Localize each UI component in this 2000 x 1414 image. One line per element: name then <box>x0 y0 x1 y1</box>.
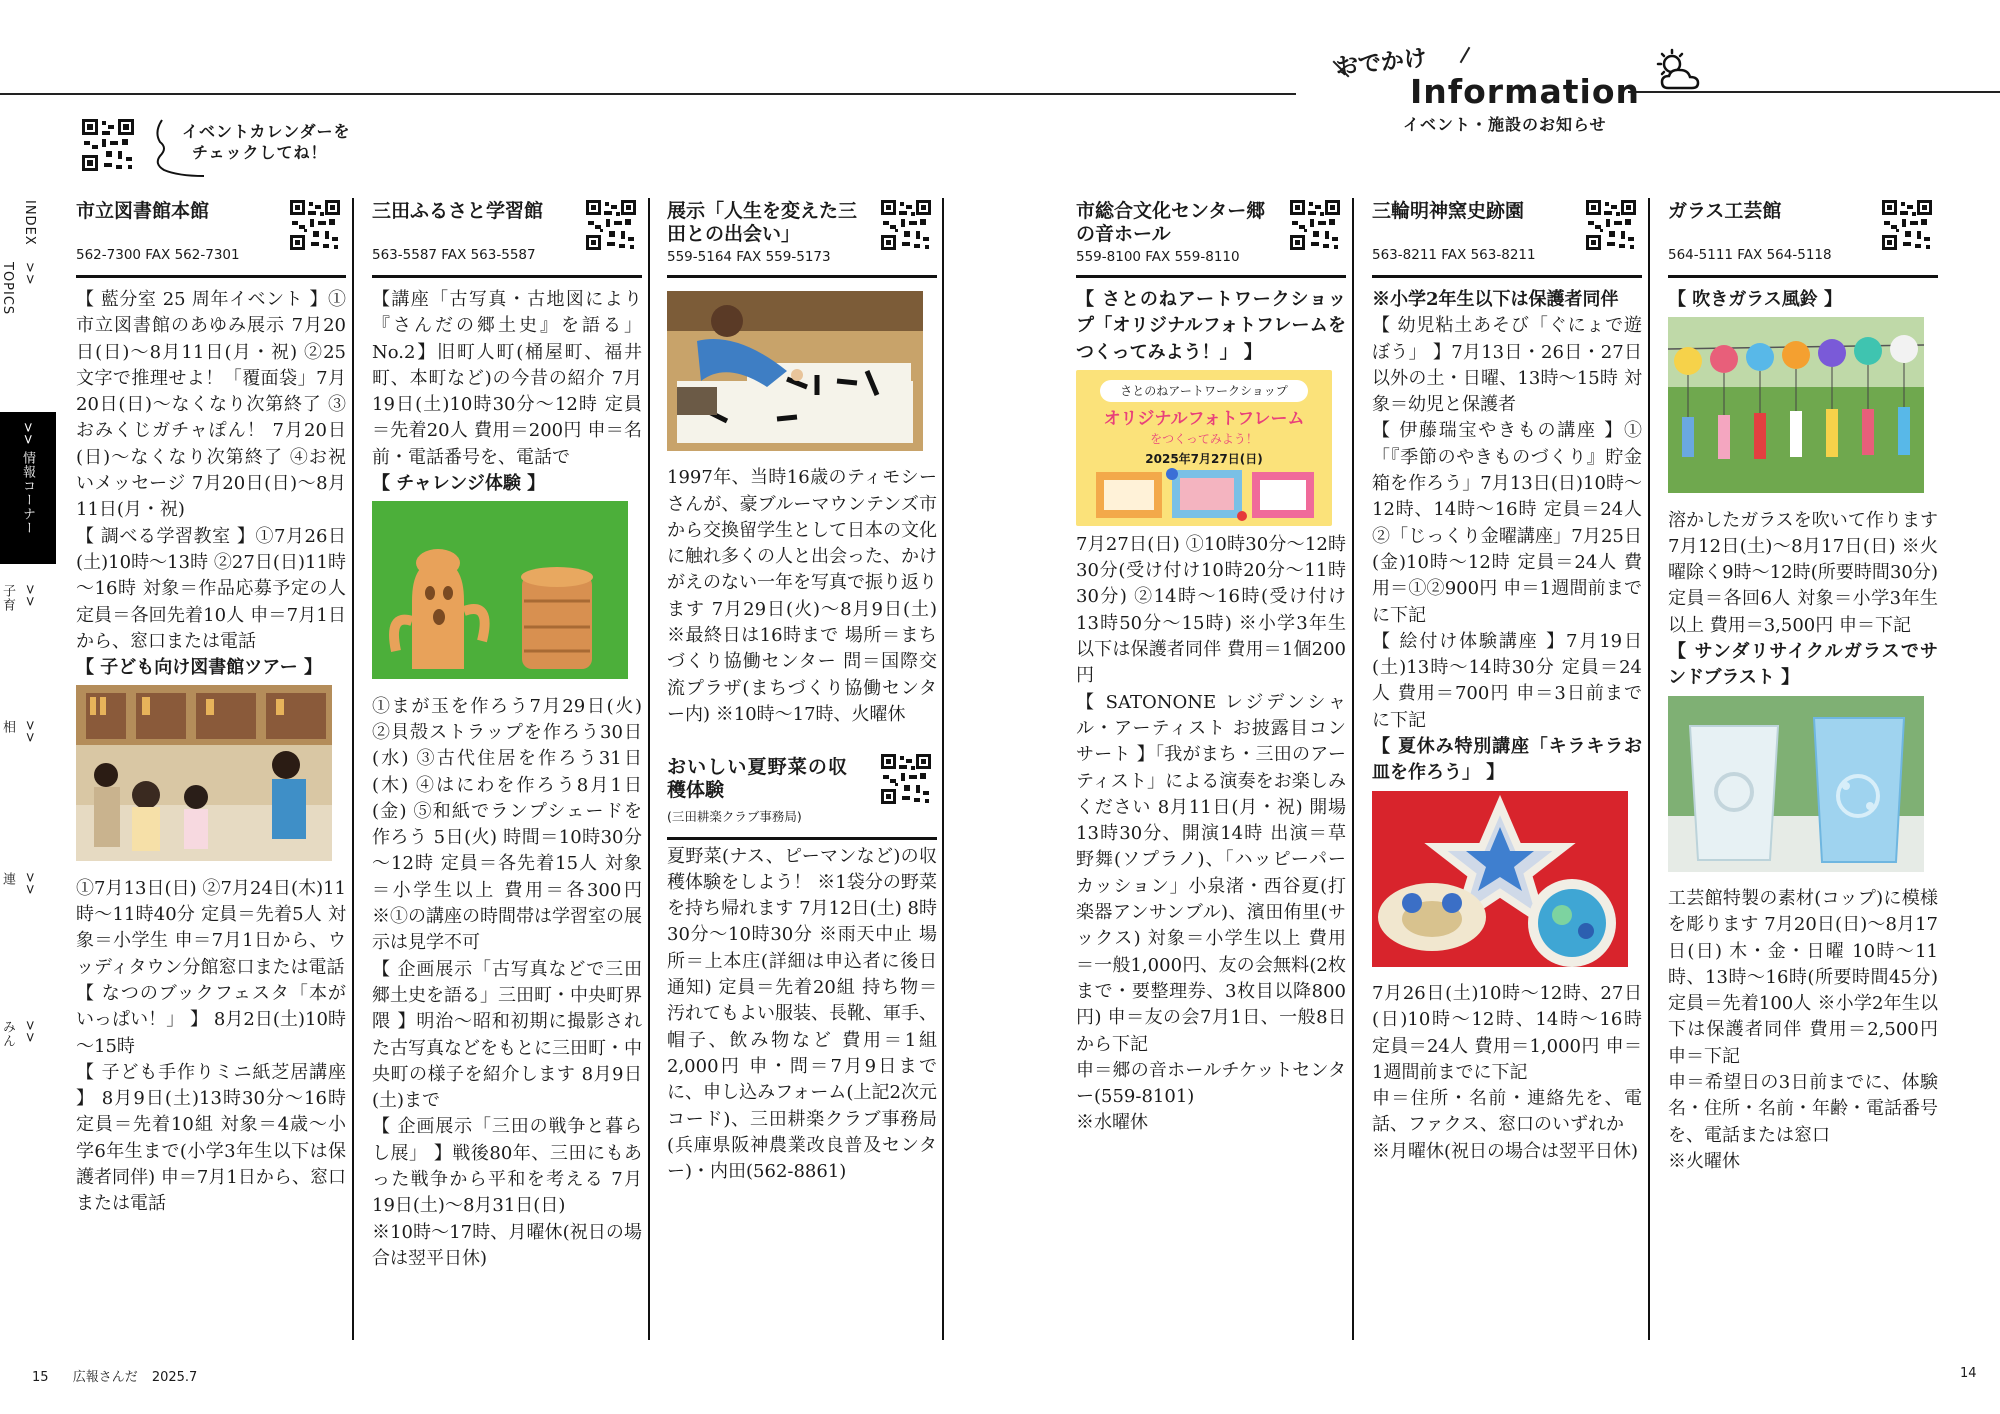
column-exhibit <box>667 200 937 1185</box>
qr-code-icon[interactable] <box>881 754 931 804</box>
qr-code-icon[interactable] <box>1882 200 1932 250</box>
column-tel: 563-5587 FAX 563-5587 <box>372 247 536 263</box>
column-header <box>76 200 346 277</box>
plates-photo <box>1372 791 1628 967</box>
page-title: Information <box>1410 72 1640 111</box>
header-rule-left <box>0 93 1296 95</box>
column-rule <box>667 275 937 278</box>
haniwa-photo <box>372 501 628 679</box>
qr-code-icon[interactable] <box>586 200 636 250</box>
column-divider <box>648 198 650 1340</box>
page-number-left: 15 <box>32 1370 49 1385</box>
column-title: 展示「人生を変えた三田との出会い」 <box>667 200 858 245</box>
column-title: 三田ふるさと学習館 <box>372 200 544 222</box>
article-text: 【 幼児粘土あそび「ぐにょで遊ぼう」 】7月13日・26日・27日以外の土・日曜、13時～15時 対象＝幼児と保護者 <box>1372 315 1642 416</box>
sub-header <box>667 756 937 839</box>
article-text: 【 SATONONE レジデンシャル・アーティスト お披露目コンサート 】「我がまち・三田のアーティスト」による演奏をお楽しみください 8月11日(月・祝) 開場13時30分、開演14時 出演＝草野舞(ソプラノ)、「ハッピーパーカッション」小泉渚・西谷夏(打楽器アンサンブル)、濱田侑里(サックス) 対象＝小学生以上 費用＝一般1,000円、友の会無料(2枚まで・要整理券、3枚目以降800円) 申＝友の会7月1日、一般8日から下記 <box>1076 691 1346 1055</box>
page-subtitle: イベント・施設のお知らせ <box>1403 115 1607 134</box>
column-divider <box>1352 198 1354 1340</box>
column-title: 三輪明神窯史跡園 <box>1372 200 1525 222</box>
library-tour-photo <box>76 685 332 861</box>
column-header <box>1668 200 1938 277</box>
side-index-label[interactable]: INDEX <box>22 200 37 246</box>
column-furusato <box>372 200 642 1272</box>
article-heading: ※小学2年生以下は保護者同伴 <box>1372 289 1619 310</box>
header-slash <box>1460 47 1471 64</box>
article-heading: 【 さとのねアートワークショップ「オリジナルフォトフレームをつくってみよう！」 】 <box>1076 289 1346 363</box>
column-header <box>1076 200 1346 277</box>
page-number-right: 14 <box>1960 1366 1977 1381</box>
article-note: ※水曜休 <box>1076 1112 1148 1134</box>
column-body <box>1076 277 1346 1137</box>
article-heading: 【 夏休み特別講座「キラキラお皿を作ろう」 】 <box>1372 736 1642 784</box>
column-header <box>667 200 937 277</box>
article-note: ※月曜休(祝日の場合は翌平日休) <box>1372 1140 1639 1162</box>
article-text: 夏野菜(ナス、ピーマンなど)の収穫体験をしよう！ ※1袋分の野菜を持ち帰れます 7月12日(土) 8時30分～10時30分 ※雨天中止 場所＝上本庄(詳細は申込者に後日通知) 定員＝先着20組 持ち物＝汚れてもよい服装、長靴、軍手、帽子、飲み物など 費用＝1組2,000円 申・問＝7月9日までに、申し込みフォーム(上記2次元コード)、三田耕楽クラブ事務局(兵庫県阪神農業改良普及センター)・内田(562-8861) <box>667 845 937 1183</box>
subsection-org: (三田耕楽クラブ事務局) <box>667 809 802 825</box>
poster-title: オリジナルフォトフレーム <box>1103 408 1305 429</box>
side-index-kosodate[interactable]: >> 子育 <box>0 584 37 612</box>
article-heading: 【 チャレンジ体験 】 <box>372 473 546 495</box>
column-library <box>76 200 346 1218</box>
header-odekake: おでかけ <box>1334 45 1429 81</box>
article-text: 【 企画展示「古写真などで三田郷土史を語る」三田町・中央町界隈 】明治～昭和初期に撮影された古写真などをもとに三田町・中央町の様子を紹介します 8月9日(土)まで <box>372 958 642 1112</box>
column-tel: 559-8100 FAX 559-8110 <box>1076 249 1240 265</box>
article-text: ①まが玉を作ろう7月29日(火) ②貝殻ストラップを作ろう30日(水) ③古代住居を作ろう31日(木) ④はにわを作ろう8月1日(金) ⑤和紙でランプシェードを作ろう 5日(火) 時間＝10時30分～12時 定員＝各先着15人 対象＝小学生以上 費用＝各300円 ※①の講座の時間帯は学習室の展示は見学不可 <box>372 695 642 954</box>
article-text: 【 伊藤瑞宝やきもの講座 】①「『季節のやきものづくり』貯金箱を作ろう」7月13日(日)10時～12時、14時～16時 定員＝24人 ②「じっくり金曜講座」7月25日(金)10時～12時 定員＝24人 費用＝①②900円 申＝1週間前までに下記 <box>1372 420 1642 626</box>
poster-tag: さとのねアートワークショップ <box>1100 380 1308 402</box>
calligraphy-photo <box>667 291 923 451</box>
qr-code-icon[interactable] <box>1586 200 1636 250</box>
poster-subtitle: をつくってみよう！ <box>1150 431 1258 446</box>
magazine-name: 広報さんだ <box>72 1370 138 1385</box>
column-tel: 559-5164 FAX 559-5173 <box>667 249 831 265</box>
column-title: ガラス工芸館 <box>1668 200 1782 222</box>
side-index-info-active[interactable]: >> 情報コーナー <box>0 412 56 564</box>
sun-cloud-icon <box>1650 48 1710 94</box>
article-text: 申＝住所・名前・連絡先を、電話、ファクス、窓口のいずれか <box>1372 1088 1642 1136</box>
article-note: ※10時～17時、月曜休(祝日の場合は翌平日休) <box>372 1221 642 1269</box>
side-index-minna[interactable]: >> みん <box>0 1020 37 1048</box>
column-miwa <box>1372 200 1642 1165</box>
article-text: 7月27日(日) ①10時30分～12時30分(受け付け10時20分～11時30分) ②14時～16時(受け付け13時50分～15時) ※小学3年生以下は保護者同伴 費用＝1個200円 <box>1076 533 1346 687</box>
column-body <box>372 277 642 1272</box>
column-rule <box>372 275 642 278</box>
column-body <box>667 277 937 1185</box>
article-text: 申＝郷の音ホールチケットセンター(559-8101) <box>1076 1059 1346 1108</box>
article-text: 申＝希望日の3日前までに、体験名・住所・名前・年齢・電話番号を、電話または窓口 <box>1668 1072 1938 1146</box>
column-body <box>76 277 346 1218</box>
article-text: 7月26日(土)10時～12時、27日(日)10時～12時、14時～16時 定員＝24人 費用＝1,000円 申＝1週間前までに下記 <box>1372 982 1642 1083</box>
qr-code-icon[interactable] <box>82 119 134 171</box>
column-divider <box>942 198 944 1340</box>
workshop-poster <box>1076 370 1332 526</box>
photo-frames-illustration <box>1086 466 1322 522</box>
column-body <box>1668 277 1938 1175</box>
column-body <box>1372 277 1642 1165</box>
subsection-title: おいしい夏野菜の収穫体験 <box>667 756 847 802</box>
wind-chimes-photo <box>1668 317 1924 493</box>
article-text: 工芸館特製の素材(コップ)に模様を彫ります 7月20日(日)～8月17日(日) 木・金・日曜 10時～11時、13時～16時(所要時間45分) 定員＝先着100人 ※小学2年生以下は保護者同伴 費用＝2,500円 申＝下記 <box>1668 887 1938 1067</box>
sandblast-glass-photo <box>1668 696 1924 872</box>
article-text: ①7月13日(日) ②7月24日(木)11時～11時40分 定員＝先着5人 対象＝小学生 申＝7月1日から、ウッディタウン分館窓口または電話 <box>76 877 346 978</box>
column-divider <box>352 198 354 1340</box>
article-text: 【講座「古写真・古地図により『さんだの郷土史』を語る」No.2】旧町人町(桶屋町、福井町、本町など)の今昔の紹介 7月19日(土)10時30分～12時 定員＝先着20人 費用＝200円 申＝名前・電話番号を、電話で <box>372 289 642 468</box>
column-satonone <box>1076 200 1346 1137</box>
qr-code-icon[interactable] <box>881 200 931 250</box>
column-title: 市総合文化センター郷の音ホール <box>1076 200 1266 245</box>
column-header <box>1372 200 1642 277</box>
column-rule <box>1076 275 1346 278</box>
calendar-callout: イベントカレンダーを チェックしてね！ <box>182 122 351 162</box>
column-rule <box>76 275 346 278</box>
article-heading: 【 サンダリサイクルガラスでサンドブラスト 】 <box>1668 641 1938 689</box>
article-text: 1997年、当時16歳のティモシーさんが、豪ブルーマウンテンズ市から交換留学生として日本の文化に触れ多くの人と出会った、かけがえのない一年を写真で振り返ります 7月29日(火)～8月9日(土) ※最終日は16時まで 場所＝まちづくり協働センター 問＝国際交流プラザ(まちづくり協働センター内) ※10時～17時、火曜休 <box>667 467 937 725</box>
article-heading: 【 子ども向け図書館ツアー 】 <box>76 657 322 679</box>
column-tel: 563-8211 FAX 563-8211 <box>1372 247 1536 263</box>
qr-code-icon[interactable] <box>1290 200 1340 250</box>
article-text: 【 調べる学習教室 】①7月26日(土)10時～13時 ②27日(日)11時～16時 対象＝作品応募予定の人 定員＝各回先着10人 申＝7月1日から、窓口または電話 <box>76 525 346 652</box>
article-text: 溶かしたガラスを吹いて作ります 7月12日(土)～8月17日(日) ※火曜除く9時～12時(所要時間30分) 定員＝各回6人 対象＝小学3年生以上 費用＝3,500円 申＝下記 <box>1668 509 1938 636</box>
column-tel: 564-5111 FAX 564-5118 <box>1668 247 1832 263</box>
issue-date: 2025.7 <box>151 1370 198 1385</box>
article-text: 【 絵付け体験講座 】7月19日(土)13時～14時30分 定員＝24人 費用＝700円 申＝3日前までに下記 <box>1372 630 1642 731</box>
article-note: ※火曜休 <box>1668 1150 1740 1172</box>
article-text: 【 企画展示「三田の戦争と暮らし展」 】戦後80年、三田にもあった戦争から平和を考える 7月19日(土)～8月31日(日) <box>372 1116 642 1217</box>
column-glass <box>1668 200 1938 1175</box>
article-text: 【 藍分室 25 周年イベント 】①市立図書館のあゆみ展示 7月20日(日)～8月11日(月・祝) ②25文字で推理せよ！「覆面袋」7月20日(日)～なくなり次第終了 ③おみくじガチャぽん！ 7月20日(日)～なくなり次第終了 ④お祝いメッセージ 7月20日(日)～8月11日(月・祝) <box>76 289 346 521</box>
side-index-rensai[interactable]: >> 連 <box>0 872 37 896</box>
poster-date: 2025年7月27日(日) <box>1145 451 1263 466</box>
column-tel: 562-7300 FAX 562-7301 <box>76 247 240 263</box>
footer-left <box>32 1366 197 1385</box>
side-index-topics[interactable]: >> TOPICS <box>0 262 37 316</box>
column-rule <box>1372 275 1642 278</box>
qr-code-icon[interactable] <box>290 200 340 250</box>
column-title: 市立図書館本館 <box>76 200 210 222</box>
article-text: 【 子ども手作りミニ紙芝居講座 】 8月9日(土)13時30分～16時 定員＝先着10組 対象＝4歳～小学6年生まで(小学3年生以下は保護者同伴) 申＝7月1日から、窓口または電話 <box>76 1061 346 1215</box>
side-index-soudan[interactable]: >> 相 <box>0 720 37 744</box>
article-heading: 【 吹きガラス風鈴 】 <box>1668 289 1842 310</box>
article-text: 【 なつのブックフェスタ「本がいっぱい！」 】 8月2日(土)10時～15時 <box>76 982 346 1057</box>
column-divider <box>1648 198 1650 1340</box>
column-header <box>372 200 642 277</box>
column-rule <box>1668 275 1938 278</box>
